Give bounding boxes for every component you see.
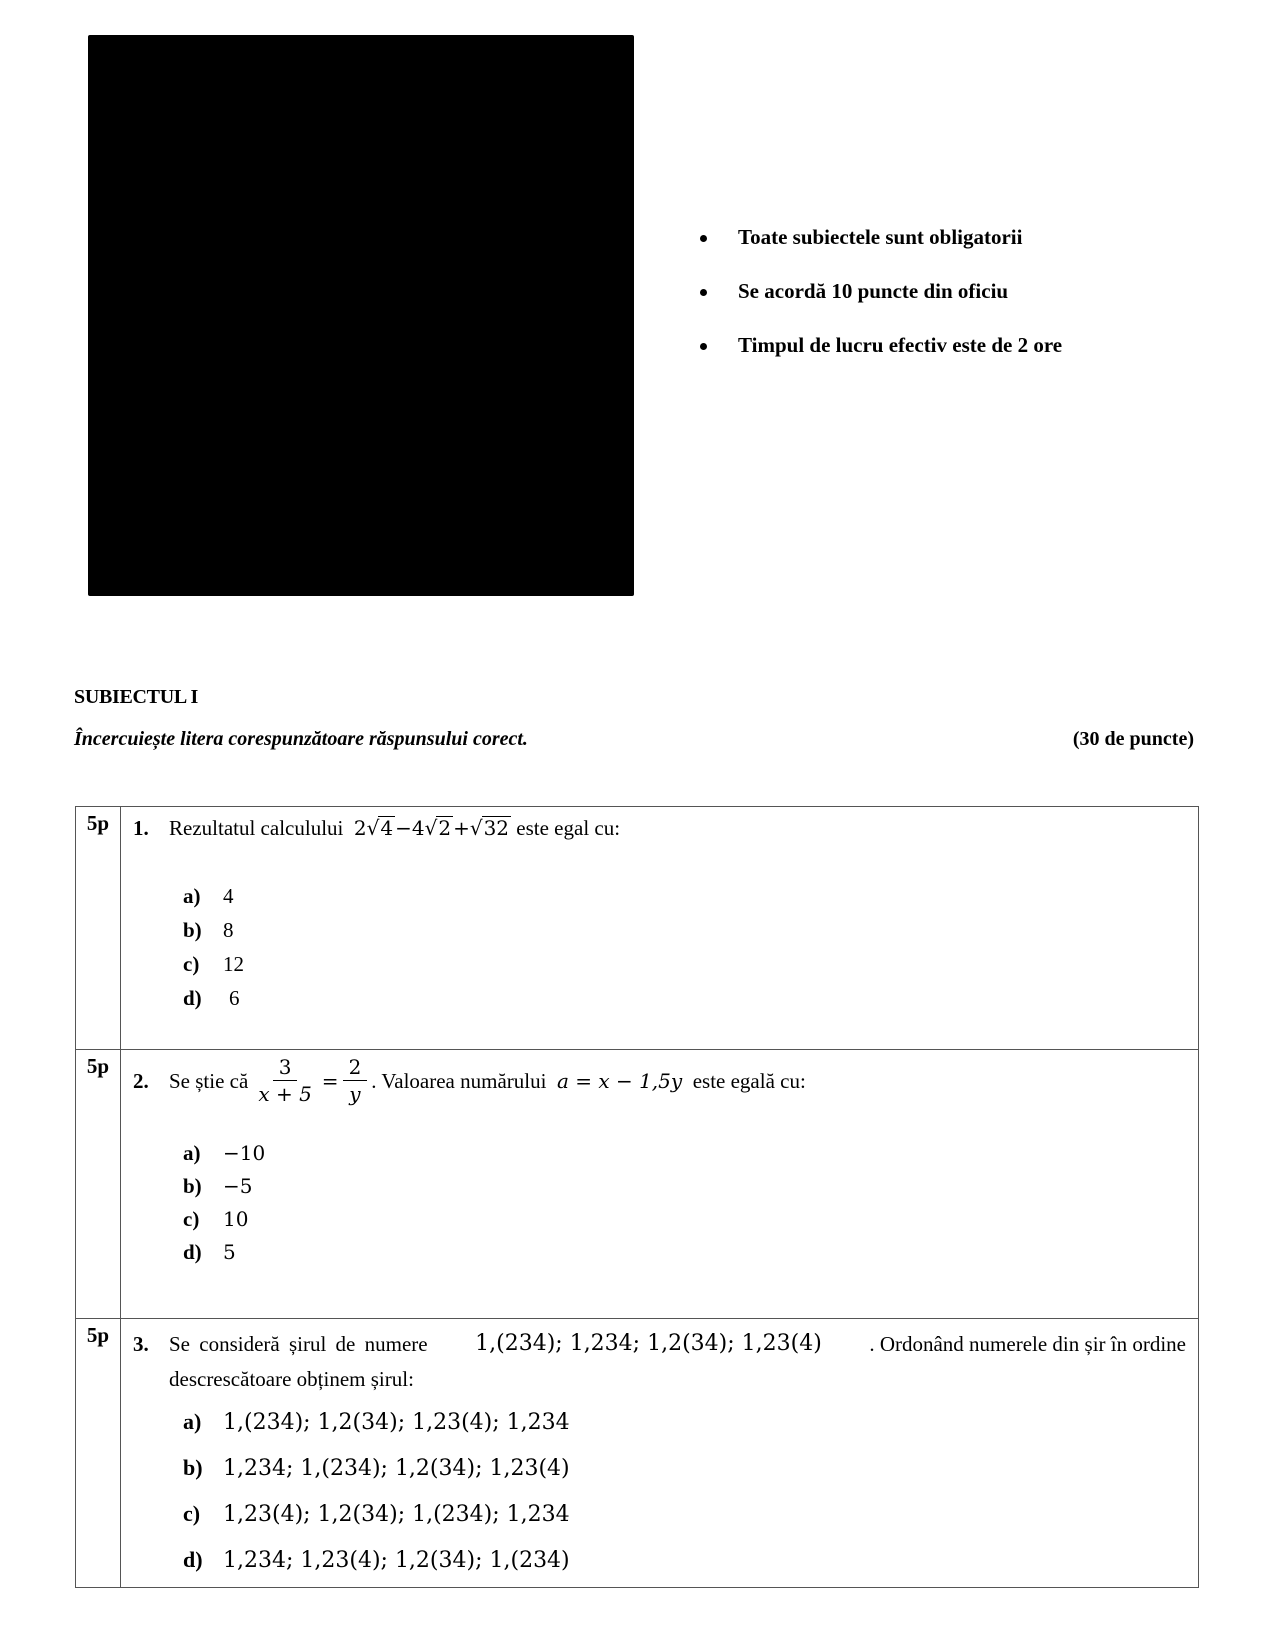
number-sequence: 1,(234); 1,234; 1,2(34); 1,23(4): [475, 1331, 822, 1356]
answer-label: b): [183, 1455, 203, 1480]
operator: −: [395, 816, 412, 840]
question-points: 5p: [76, 1319, 121, 1588]
answer-label: c): [183, 1207, 200, 1231]
answer-option[interactable]: [183, 947, 1186, 981]
question-points: 5p: [76, 1050, 121, 1319]
question-statement: [133, 1329, 1186, 1359]
question-row: [76, 1319, 1199, 1588]
radicand: 32: [483, 816, 510, 840]
equals-sign: =: [321, 1068, 339, 1093]
question-row: [76, 1050, 1199, 1319]
instruction-text: Încercuiește litera corespunzătoare răspunsului corect.: [74, 728, 528, 750]
answer-value: 1,234; 1,23(4); 1,2(34); 1,(234): [223, 1548, 570, 1573]
bullet-icon: [700, 289, 707, 296]
answer-label: a): [183, 884, 201, 908]
answer-option[interactable]: [183, 1137, 1186, 1170]
statement-text: este egală cu:: [692, 1068, 806, 1093]
answer-label: c): [183, 1501, 201, 1526]
bullet-icon: [700, 343, 707, 350]
question-number: 3.: [133, 1332, 149, 1356]
question-body: [121, 1319, 1199, 1588]
rule-item: [700, 279, 1062, 333]
questions-table: [75, 806, 1199, 1588]
answer-options: [183, 1399, 1186, 1583]
question-body: [121, 1050, 1199, 1319]
answer-option[interactable]: [183, 981, 1186, 1015]
statement-text: Rezultatul calculului: [169, 816, 344, 840]
statement-text: Se știe că: [169, 1068, 249, 1093]
fraction-denominator: y: [349, 1082, 361, 1106]
math-expression: a = x − 1,5y: [556, 1068, 683, 1093]
rule-text: Timpul de lucru efectiv este de 2 ore: [738, 333, 1063, 357]
answer-option[interactable]: [183, 1203, 1186, 1236]
exam-rules-list: [700, 225, 1062, 387]
answer-value: 4: [223, 884, 234, 908]
answer-value: −5: [223, 1174, 253, 1198]
statement-text: . Valoarea numărului: [371, 1068, 547, 1093]
answer-option[interactable]: [183, 879, 1186, 913]
answer-value: 1,(234); 1,2(34); 1,23(4); 1,234: [223, 1410, 570, 1435]
answer-option[interactable]: [183, 1399, 1186, 1445]
fraction: [343, 1054, 368, 1107]
answer-label: c): [183, 952, 200, 976]
answer-option[interactable]: [183, 1445, 1186, 1491]
radicand: 2: [438, 816, 452, 840]
answer-value: 12: [223, 952, 244, 976]
question-statement: [133, 813, 1186, 843]
answer-option[interactable]: [183, 1170, 1186, 1203]
statement-text: este egal cu:: [516, 816, 621, 840]
answer-value: 1,234; 1,(234); 1,2(34); 1,23(4): [223, 1456, 570, 1481]
fraction: [252, 1054, 317, 1107]
fraction-numerator: 2: [343, 1054, 368, 1081]
radicand: 4: [380, 816, 394, 840]
answer-options: [183, 1137, 1186, 1269]
answer-label: a): [183, 1141, 201, 1165]
answer-value: 8: [223, 918, 234, 942]
answer-value: 10: [223, 1207, 249, 1231]
answer-label: b): [183, 1174, 202, 1198]
statement-continuation: descrescătoare obținem șirul:: [169, 1367, 414, 1391]
question-text: [169, 1054, 1186, 1107]
answer-label: d): [183, 1240, 202, 1264]
answer-label: b): [183, 918, 202, 942]
answer-label: d): [183, 1547, 203, 1572]
statement-text: . Ordonând numerele din șir în ordine: [869, 1332, 1186, 1356]
coefficient: 2: [353, 816, 367, 840]
redacted-header-block: [88, 35, 634, 596]
rule-item: [700, 333, 1062, 387]
answer-label: d): [183, 986, 202, 1010]
answer-label: a): [183, 1409, 202, 1434]
bullet-icon: [700, 235, 707, 242]
answer-value: 1,23(4); 1,2(34); 1,(234); 1,234: [223, 1502, 570, 1527]
rule-text: Toate subiectele sunt obligatorii: [738, 225, 1023, 249]
answer-value: 6: [229, 986, 240, 1010]
question-number: 1.: [133, 816, 149, 840]
answer-option[interactable]: [183, 1537, 1186, 1583]
answer-option[interactable]: [183, 913, 1186, 947]
question-row: [76, 807, 1199, 1050]
answer-value: 5: [223, 1240, 236, 1264]
question-number: 2.: [133, 1068, 149, 1093]
rule-item: [700, 225, 1062, 279]
answer-option[interactable]: [183, 1491, 1186, 1537]
question-statement: [133, 1054, 1186, 1107]
answer-value: −10: [223, 1141, 266, 1165]
question-points: 5p: [76, 807, 121, 1050]
question-body: [121, 807, 1199, 1050]
operator: +: [453, 816, 470, 840]
coefficient: 4: [411, 816, 425, 840]
math-expression: 2√4 −4√2 +√32: [353, 816, 510, 840]
question-text: [169, 1329, 1186, 1359]
question-text: [169, 813, 1186, 843]
fraction-denominator: x + 5: [258, 1082, 312, 1106]
answer-option[interactable]: [183, 1236, 1186, 1269]
statement-text: Se consideră șirul de numere: [169, 1332, 428, 1356]
answer-options: [183, 879, 1186, 1015]
fraction-numerator: 3: [273, 1054, 298, 1081]
rule-text: Se acordă 10 puncte din oficiu: [738, 279, 1009, 303]
subject-instruction-row: [74, 728, 1194, 751]
subject-title: SUBIECTUL I: [74, 686, 198, 708]
subject-points: (30 de puncte): [1072, 728, 1194, 750]
